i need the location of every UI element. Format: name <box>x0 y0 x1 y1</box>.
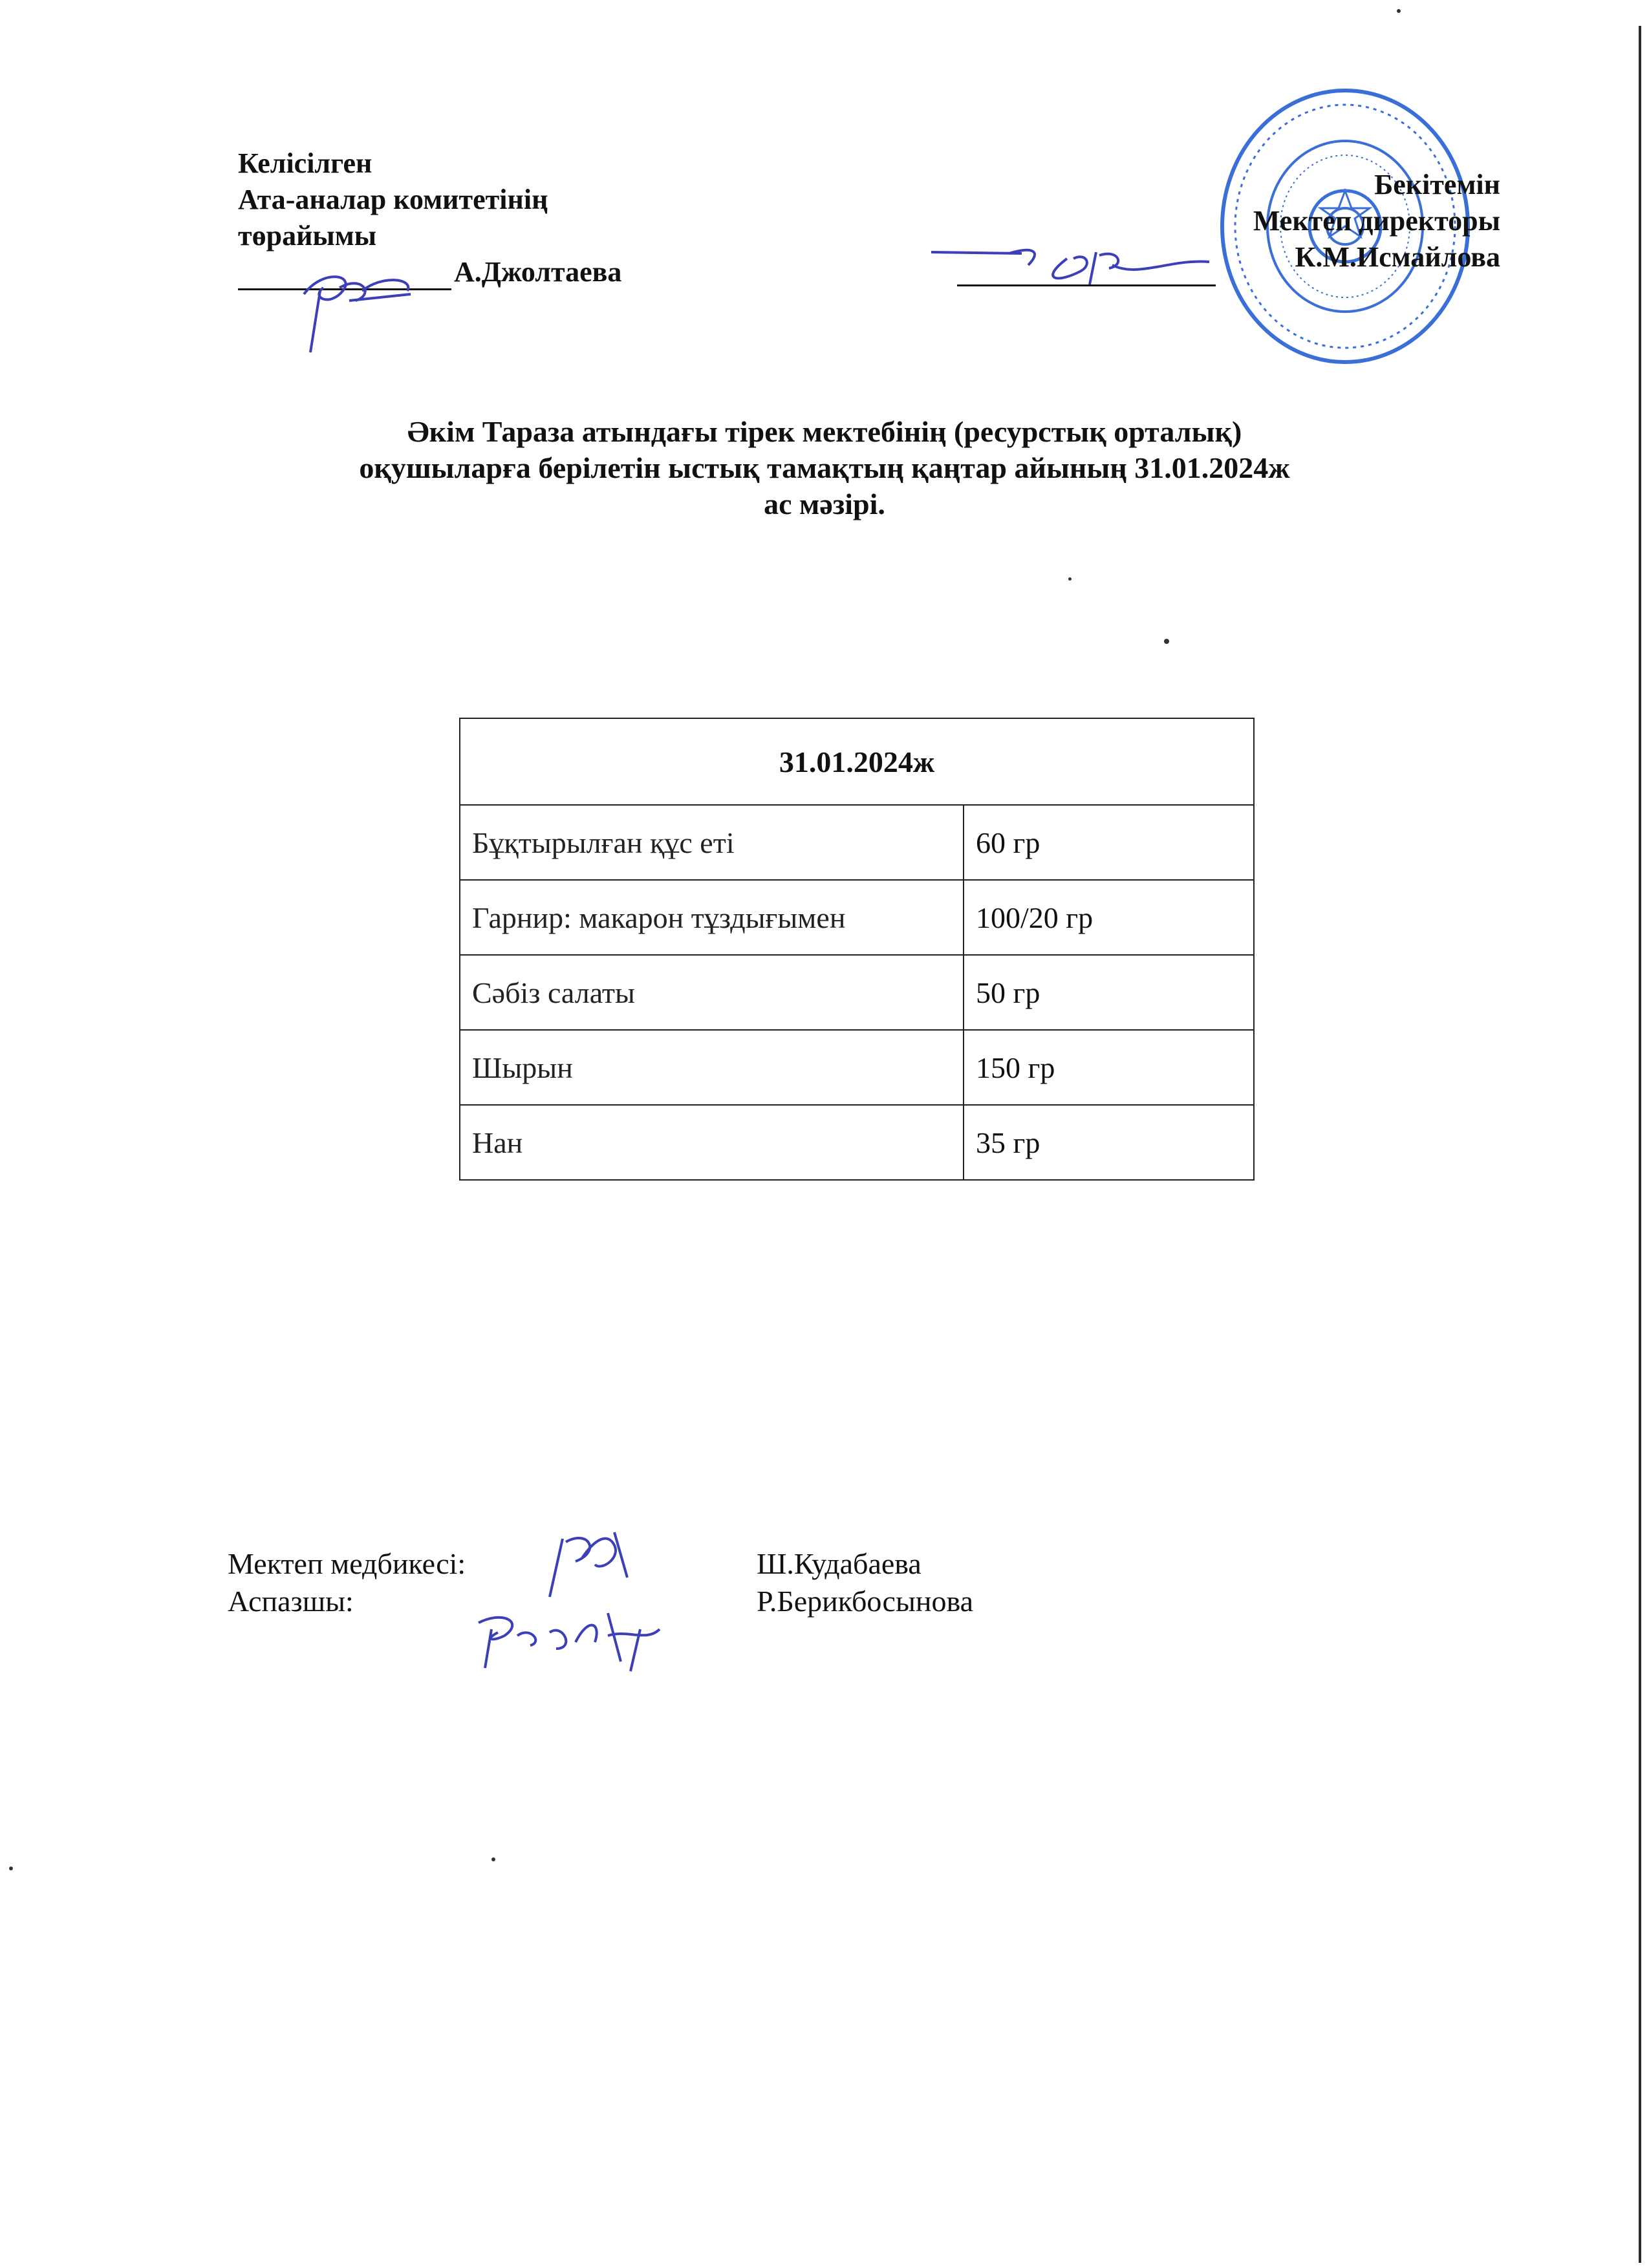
cook-label: Аспазшы: <box>228 1585 354 1618</box>
scan-speck <box>1397 9 1401 13</box>
table-row <box>460 880 1254 955</box>
title-line2: оқушыларға берілетін ыстық тамақтың қаңтар айының 31.01.2024ж <box>359 451 1290 484</box>
approval-right-block <box>1253 167 1500 275</box>
signature-director <box>925 239 1222 291</box>
quantity-cell: 60 гр <box>964 805 1254 880</box>
scan-speck <box>9 1867 13 1870</box>
menu-header-row <box>460 718 1254 805</box>
title-line3: ас мәзірі. <box>764 487 885 520</box>
committee-chair-name: А.Джолтаева <box>454 256 622 288</box>
table-row <box>460 955 1254 1030</box>
menu-date-header: 31.01.2024ж <box>460 718 1254 805</box>
page-edge-line <box>1639 26 1641 2263</box>
footer-signatures <box>228 1545 974 1620</box>
cook-name: Р.Берикбосынова <box>757 1585 974 1618</box>
dish-cell: Нан <box>460 1105 964 1180</box>
nurse-row <box>228 1545 921 1583</box>
cook-row <box>228 1583 974 1620</box>
signature-nurse <box>537 1526 640 1603</box>
table-row <box>460 1105 1254 1180</box>
approval-left-line2: Ата-аналар комитетінің <box>238 184 548 215</box>
scan-speck <box>1068 577 1072 581</box>
dish-cell: Сәбіз салаты <box>460 955 964 1030</box>
quantity-cell: 100/20 гр <box>964 880 1254 955</box>
scan-speck <box>491 1857 495 1861</box>
menu-table <box>459 718 1255 1181</box>
signature-cook <box>466 1603 673 1681</box>
dish-cell: Гарнир: макарон тұздығымен <box>460 880 964 955</box>
quantity-cell: 50 гр <box>964 955 1254 1030</box>
quantity-cell: 35 гр <box>964 1105 1254 1180</box>
director-name: К.М.Исмайлова <box>1295 241 1500 273</box>
scan-speck <box>1164 639 1169 644</box>
quantity-cell: 150 гр <box>964 1030 1254 1105</box>
dish-cell: Бұқтырылған құс еті <box>460 805 964 880</box>
document-title <box>0 414 1649 522</box>
approval-right-line2: Мектеп директоры <box>1253 205 1500 237</box>
approval-left-line1: Келісілген <box>238 147 372 179</box>
table-row <box>460 1030 1254 1105</box>
table-row <box>460 805 1254 880</box>
dish-cell: Шырын <box>460 1030 964 1105</box>
approval-left-line3: төрайымы <box>238 220 377 251</box>
signature-chair <box>285 262 427 359</box>
nurse-label: Мектеп медбикесі: <box>228 1547 466 1580</box>
title-line1: Әкім Тараза атындағы тірек мектебінің (ресурстық орталық) <box>407 415 1242 448</box>
nurse-name: Ш.Кудабаева <box>757 1547 921 1580</box>
approval-right-line1: Бекітемін <box>1374 169 1500 200</box>
